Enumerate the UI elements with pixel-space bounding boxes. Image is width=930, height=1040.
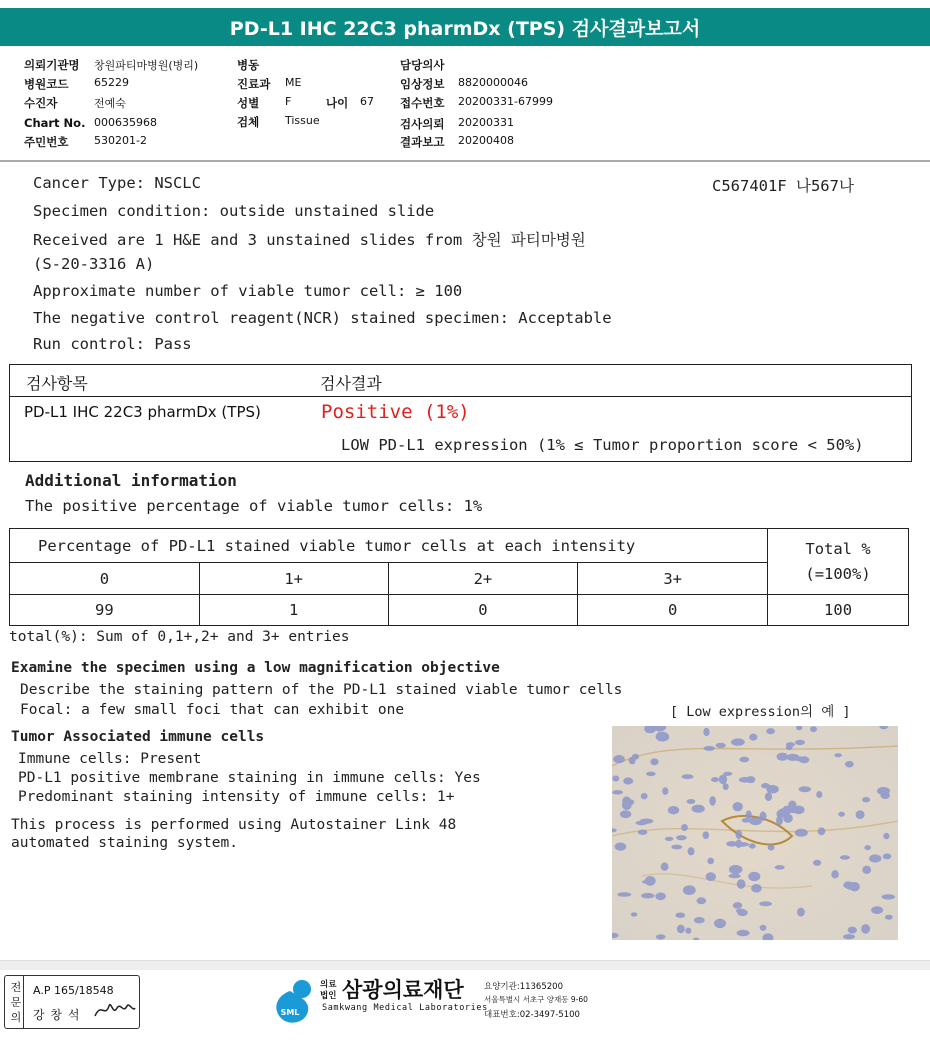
nucleus <box>871 906 883 914</box>
nucleus <box>787 809 800 814</box>
immune-line: PD-L1 positive membrane staining in immune cells: Yes <box>18 770 481 786</box>
nucleus <box>638 830 647 835</box>
nucleus <box>877 787 890 795</box>
additional-line: The positive percentage of viable tumor cells: 1% <box>25 497 483 515</box>
image-caption: [ Low expression의 예 ] <box>670 704 851 720</box>
physician-name: 강 창 석 <box>33 1008 81 1022</box>
nucleus <box>617 892 631 897</box>
nucleus <box>799 786 811 792</box>
receipt-label: 접수번호 <box>400 96 445 110</box>
dept-label: 진료과 <box>237 77 271 91</box>
doctor-label: 담당의사 <box>400 58 445 72</box>
nucleus <box>703 831 710 839</box>
nucleus <box>733 902 743 909</box>
nucleus <box>697 897 707 904</box>
nucleus <box>662 787 668 795</box>
org-info: 요양기관:11365200 <box>484 982 563 992</box>
ward-label: 병동 <box>237 58 260 72</box>
nucleus <box>706 872 716 881</box>
patient-value: 전예숙 <box>94 97 126 110</box>
total-header-2: (=100%) <box>805 564 871 583</box>
table-caption: Percentage of PD-L1 stained viable tumor cells at each intensity <box>10 529 768 563</box>
nucleus <box>786 744 793 750</box>
table-note: total(%): Sum of 0,1+,2+ and 3+ entries <box>9 629 350 645</box>
age-value: 67 <box>360 95 374 108</box>
intensity-table <box>9 528 909 626</box>
nucleus <box>739 777 751 783</box>
nucleus <box>810 726 817 732</box>
nucleus <box>692 805 705 813</box>
nucleus <box>746 810 752 819</box>
nucleus <box>748 872 760 881</box>
body-line: (S-20-3316 A) <box>33 255 155 273</box>
low-mag-heading: Examine the specimen using a low magnification objective <box>11 660 500 676</box>
nucleus <box>864 845 871 850</box>
nucleus <box>736 830 743 839</box>
org-info: 서울특별시 서초구 양재동 9-60 <box>484 995 588 1004</box>
nucleus <box>883 853 892 859</box>
nucleus <box>694 917 705 923</box>
nucleus <box>736 909 746 914</box>
nucleus <box>883 833 889 839</box>
body-line: Specimen condition: outside unstained slide <box>33 202 435 220</box>
nucleus <box>885 915 893 920</box>
case-code: C567401F 나567나 <box>712 177 854 195</box>
patient-label: 수진자 <box>24 96 58 110</box>
report-label: 결과보고 <box>400 135 445 149</box>
column-header: 3+ <box>578 563 768 595</box>
nucleus <box>813 860 821 866</box>
nucleus <box>612 790 623 794</box>
footer-divider <box>0 960 930 970</box>
column-header: 1+ <box>199 563 388 595</box>
nucleus <box>862 866 871 874</box>
test-item-name: PD-L1 IHC 22C3 pharmDx (TPS) <box>24 403 261 421</box>
nucleus <box>716 743 726 748</box>
result-header <box>10 365 911 397</box>
nucleus <box>816 791 822 798</box>
request-value: 20200331 <box>458 116 514 129</box>
immune-line: Immune cells: Present <box>18 751 202 767</box>
result-interpretation: LOW PD-L1 expression (1% ≤ Tumor proportion score < 50%) <box>341 436 864 454</box>
institution-label: 의뢰기관명 <box>24 58 80 72</box>
nucleus <box>687 799 696 804</box>
nucleus <box>636 821 648 825</box>
nucleus <box>729 865 743 874</box>
nucleus <box>613 755 625 763</box>
nucleus <box>777 753 788 761</box>
result-value: Positive (1%) <box>321 401 470 423</box>
nucleus <box>704 746 715 751</box>
nucleus <box>685 928 691 934</box>
nucleus <box>707 858 714 865</box>
signature-mark <box>93 998 137 1022</box>
nucleus <box>641 893 654 899</box>
col-result-header: 검사결과 <box>320 374 382 393</box>
nucleus <box>714 919 726 929</box>
body-line: Cancer Type: NSCLC <box>33 174 201 192</box>
nucleus <box>797 908 805 917</box>
org-english: Samkwang Medical Laboratories <box>322 1003 488 1013</box>
nucleus <box>786 754 799 761</box>
nucleus <box>831 870 839 878</box>
nucleus <box>733 802 743 811</box>
nucleus <box>751 884 762 893</box>
org-prefix-1: 의료 <box>320 980 337 990</box>
process-line: This process is performed using Autostainer Link 48 <box>11 817 457 833</box>
column-header: 2+ <box>388 563 578 595</box>
nucleus <box>843 934 855 939</box>
nucleus <box>676 835 687 840</box>
body-line: Received are 1 H&E and 3 unstained slides from 창원 파티마병원 <box>33 231 586 249</box>
nucleus <box>760 925 767 931</box>
signature-box <box>4 975 140 1029</box>
total-header <box>768 529 909 595</box>
nucleus <box>723 783 729 790</box>
nucleus <box>682 774 694 779</box>
low-mag-line: Focal: a few small foci that can exhibit one <box>20 702 405 718</box>
receipt-value: 20200331-67999 <box>458 95 553 108</box>
nucleus <box>612 776 619 782</box>
nucleus <box>834 753 841 757</box>
nucleus <box>742 818 751 823</box>
chart-label: Chart No. <box>24 116 86 130</box>
nucleus <box>736 839 742 848</box>
specimen-label: 검체 <box>237 115 260 129</box>
nucleus <box>711 777 719 782</box>
hospital-code-value: 65229 <box>94 76 129 89</box>
nucleus <box>749 843 756 848</box>
nucleus <box>768 844 775 850</box>
nucleus <box>677 925 685 933</box>
nucleus <box>709 796 716 806</box>
resident-value: 530201-2 <box>94 134 147 147</box>
table-row <box>10 595 909 626</box>
nucleus <box>681 824 688 831</box>
ap-number: A.P 165/18548 <box>33 984 114 997</box>
nucleus <box>795 829 808 837</box>
org-name: 삼광의료재단 <box>342 978 464 1002</box>
nucleus <box>731 738 745 745</box>
nucleus <box>622 796 631 806</box>
nucleus <box>620 810 631 818</box>
body-line: Run control: Pass <box>33 335 192 353</box>
stamp-vertical: 전문의 <box>10 981 22 1024</box>
nucleus <box>845 761 854 768</box>
nucleus <box>615 843 627 851</box>
patient-header <box>0 46 930 162</box>
clinical-value: 8820000046 <box>458 76 528 89</box>
nucleus <box>882 894 895 899</box>
nucleus <box>845 882 856 890</box>
table-cell: 99 <box>10 595 200 626</box>
micrograph-image <box>612 726 898 940</box>
nucleus <box>838 812 845 817</box>
nucleus <box>737 879 746 889</box>
nucleus <box>749 817 762 825</box>
process-line: automated staining system. <box>11 835 238 851</box>
org-prefix-2: 법인 <box>320 991 337 1001</box>
micrograph-illustration <box>612 726 898 940</box>
nucleus <box>629 757 636 765</box>
nucleus <box>656 934 666 939</box>
immune-line: Predominant staining intensity of immune cells: 1+ <box>18 789 455 805</box>
nucleus <box>719 775 727 785</box>
nucleus <box>703 728 709 736</box>
nucleus <box>655 893 666 901</box>
request-label: 검사의뢰 <box>400 117 445 131</box>
nucleus <box>675 913 685 918</box>
logo-badge: SML <box>280 1008 300 1017</box>
table-cell: 0 <box>578 595 768 626</box>
table-cell: 0 <box>388 595 578 626</box>
nucleus <box>631 912 638 916</box>
nucleus <box>671 845 682 850</box>
column-header: 0 <box>10 563 200 595</box>
table-cell: 1 <box>199 595 388 626</box>
nucleus <box>869 854 881 862</box>
nucleus <box>795 740 805 745</box>
total-header-1: Total % <box>805 539 871 558</box>
nucleus <box>776 815 783 825</box>
table-cell-total: 100 <box>768 595 909 626</box>
nucleus <box>862 797 870 802</box>
nucleus <box>856 810 865 819</box>
nucleus <box>641 793 648 799</box>
low-mag-line: Describe the staining pattern of the PD-L1 stained viable tumor cells <box>20 682 623 698</box>
chart-value: 000635968 <box>94 116 157 129</box>
specimen-value: Tissue <box>285 114 320 127</box>
nucleus <box>668 806 679 814</box>
additional-heading: Additional information <box>25 471 237 490</box>
nucleus <box>688 847 695 855</box>
nucleus <box>737 930 750 936</box>
nucleus <box>759 901 772 906</box>
report-title: PD-L1 IHC 22C3 pharmDx (TPS) 검사결과보고서 <box>0 8 930 46</box>
nucleus <box>818 827 826 835</box>
resident-label: 주민번호 <box>24 135 69 149</box>
nucleus <box>729 874 741 879</box>
nucleus <box>646 772 656 777</box>
sex-value: F <box>285 95 292 108</box>
nucleus <box>861 924 870 934</box>
body-line: Approximate number of viable tumor cell: ≥ 100 <box>33 282 463 300</box>
nucleus <box>657 732 664 736</box>
nucleus <box>645 876 656 886</box>
dept-value: ME <box>285 76 302 89</box>
nucleus <box>840 855 850 859</box>
col-item-header: 검사항목 <box>26 374 88 393</box>
body-line: The negative control reagent(NCR) stained specimen: Acceptable <box>33 309 612 327</box>
nucleus <box>766 728 775 734</box>
logo-mark <box>272 977 316 1025</box>
age-label: 나이 <box>326 96 349 110</box>
immune-heading: Tumor Associated immune cells <box>11 729 265 745</box>
nucleus <box>848 927 857 934</box>
nucleus <box>623 777 633 784</box>
nucleus <box>749 734 757 741</box>
nucleus <box>765 792 772 801</box>
nucleus <box>766 785 778 794</box>
institution-value: 창원파티마병원(병리) <box>94 59 199 72</box>
nucleus <box>739 757 749 763</box>
sex-label: 성별 <box>237 96 260 110</box>
org-info: 대표번호:02-3497-5100 <box>484 1010 580 1020</box>
clinical-label: 임상정보 <box>400 77 445 91</box>
hospital-code-label: 병원코드 <box>24 77 69 91</box>
nucleus <box>650 758 658 765</box>
result-box <box>9 364 912 462</box>
nucleus <box>683 885 696 895</box>
nucleus <box>661 863 669 871</box>
nucleus <box>783 814 793 823</box>
nucleus <box>665 837 674 841</box>
report-value: 20200408 <box>458 134 514 147</box>
nucleus <box>775 865 785 870</box>
